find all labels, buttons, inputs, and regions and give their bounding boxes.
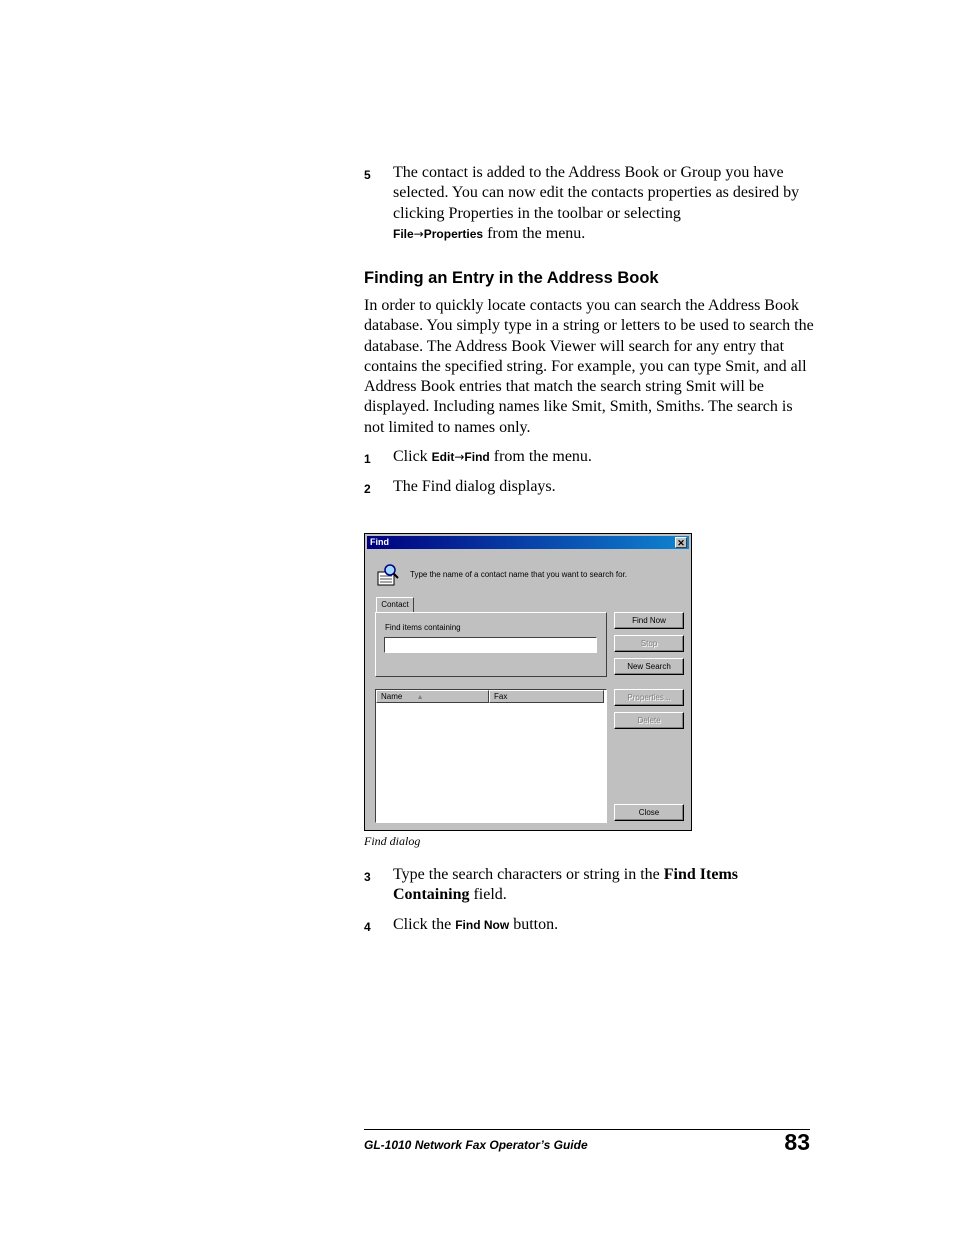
menu-file: File — [393, 226, 414, 241]
contact-tab-panel — [375, 612, 607, 677]
step-3-pre: Type the search characters or string in the — [393, 866, 664, 883]
menu-properties: Properties — [423, 226, 484, 241]
page-number: 83 — [784, 1129, 810, 1155]
step-1-pre: Click — [393, 448, 432, 465]
sort-ascending-icon: ▲ — [416, 694, 424, 701]
find-items-label: Find items containing — [385, 623, 461, 632]
step-text: The Find dialog displays. — [393, 478, 556, 495]
step-text — [393, 865, 814, 906]
dialog-description: Type the name of a contact name that you want to search for. — [410, 570, 628, 579]
properties-button[interactable]: Properties... — [614, 689, 684, 706]
step-number: 5 — [364, 168, 371, 182]
find-person-icon — [376, 563, 400, 587]
step-text — [393, 163, 814, 244]
step-5-tail: from the menu. — [483, 224, 586, 242]
new-search-button[interactable]: New Search — [614, 658, 684, 675]
step-4-pre: Click the — [393, 916, 456, 933]
step-3 — [364, 865, 814, 906]
find-dialog — [364, 533, 692, 831]
section-heading: Finding an Entry in the Address Book — [364, 269, 659, 287]
step-number: 4 — [364, 920, 371, 934]
step-number: 3 — [364, 870, 371, 884]
step-1-post: from the menu. — [489, 448, 592, 465]
step-text — [393, 447, 814, 467]
close-button[interactable]: Close — [614, 804, 684, 821]
step-5-text: The contact is added to the Address Book or Group you have selected. You can now edit the contacts properties as desired by clicking Properties in the toolbar or selecting — [393, 164, 800, 222]
menu-arrow: → — [454, 450, 465, 464]
find-now-button[interactable]: Find Now — [614, 612, 684, 629]
step-5 — [364, 163, 814, 244]
footer-title: GL-1010 Network Fax Operator’s Guide — [364, 1138, 588, 1152]
step-4-post: button. — [509, 916, 559, 933]
step-number: 1 — [364, 452, 371, 466]
field-name: Find Items Containing — [393, 866, 738, 904]
section-paragraph: In order to quickly locate contacts you can search the Address Book database. You simply type in a string or letters to be used to search the database. The Address Book Viewer will search for any entry that contains the specified string. For example, you can type Smit, and all Address Book entries that match the search string Smit will be displayed. Including names like Smit, Smith, Smiths. The search is not limited to names only. — [364, 297, 814, 436]
step-1 — [364, 447, 814, 467]
menu-arrow: → — [413, 226, 424, 241]
step-text — [393, 915, 814, 935]
button-name: Find Now — [455, 918, 510, 932]
dialog-title: Find — [370, 537, 389, 547]
stop-button[interactable]: Stop — [614, 635, 684, 652]
menu-edit: Edit — [431, 450, 455, 464]
menu-find: Find — [464, 450, 490, 464]
step-number: 2 — [364, 482, 371, 496]
figure-caption: Find dialog — [364, 834, 421, 848]
delete-button[interactable]: Delete — [614, 712, 684, 729]
results-list[interactable] — [375, 689, 607, 823]
column-name-label: Name — [381, 692, 403, 701]
step-4 — [364, 915, 814, 935]
column-header-name[interactable] — [376, 690, 489, 703]
column-header-fax[interactable]: Fax — [489, 690, 604, 703]
close-icon[interactable]: ✕ — [675, 537, 687, 548]
tab-contact[interactable]: Contact — [376, 597, 414, 613]
dialog-title-bar — [367, 536, 689, 549]
find-items-input[interactable] — [384, 637, 597, 653]
step-3-post: field. — [469, 886, 507, 904]
step-2 — [364, 477, 814, 497]
footer-rule — [364, 1129, 810, 1130]
